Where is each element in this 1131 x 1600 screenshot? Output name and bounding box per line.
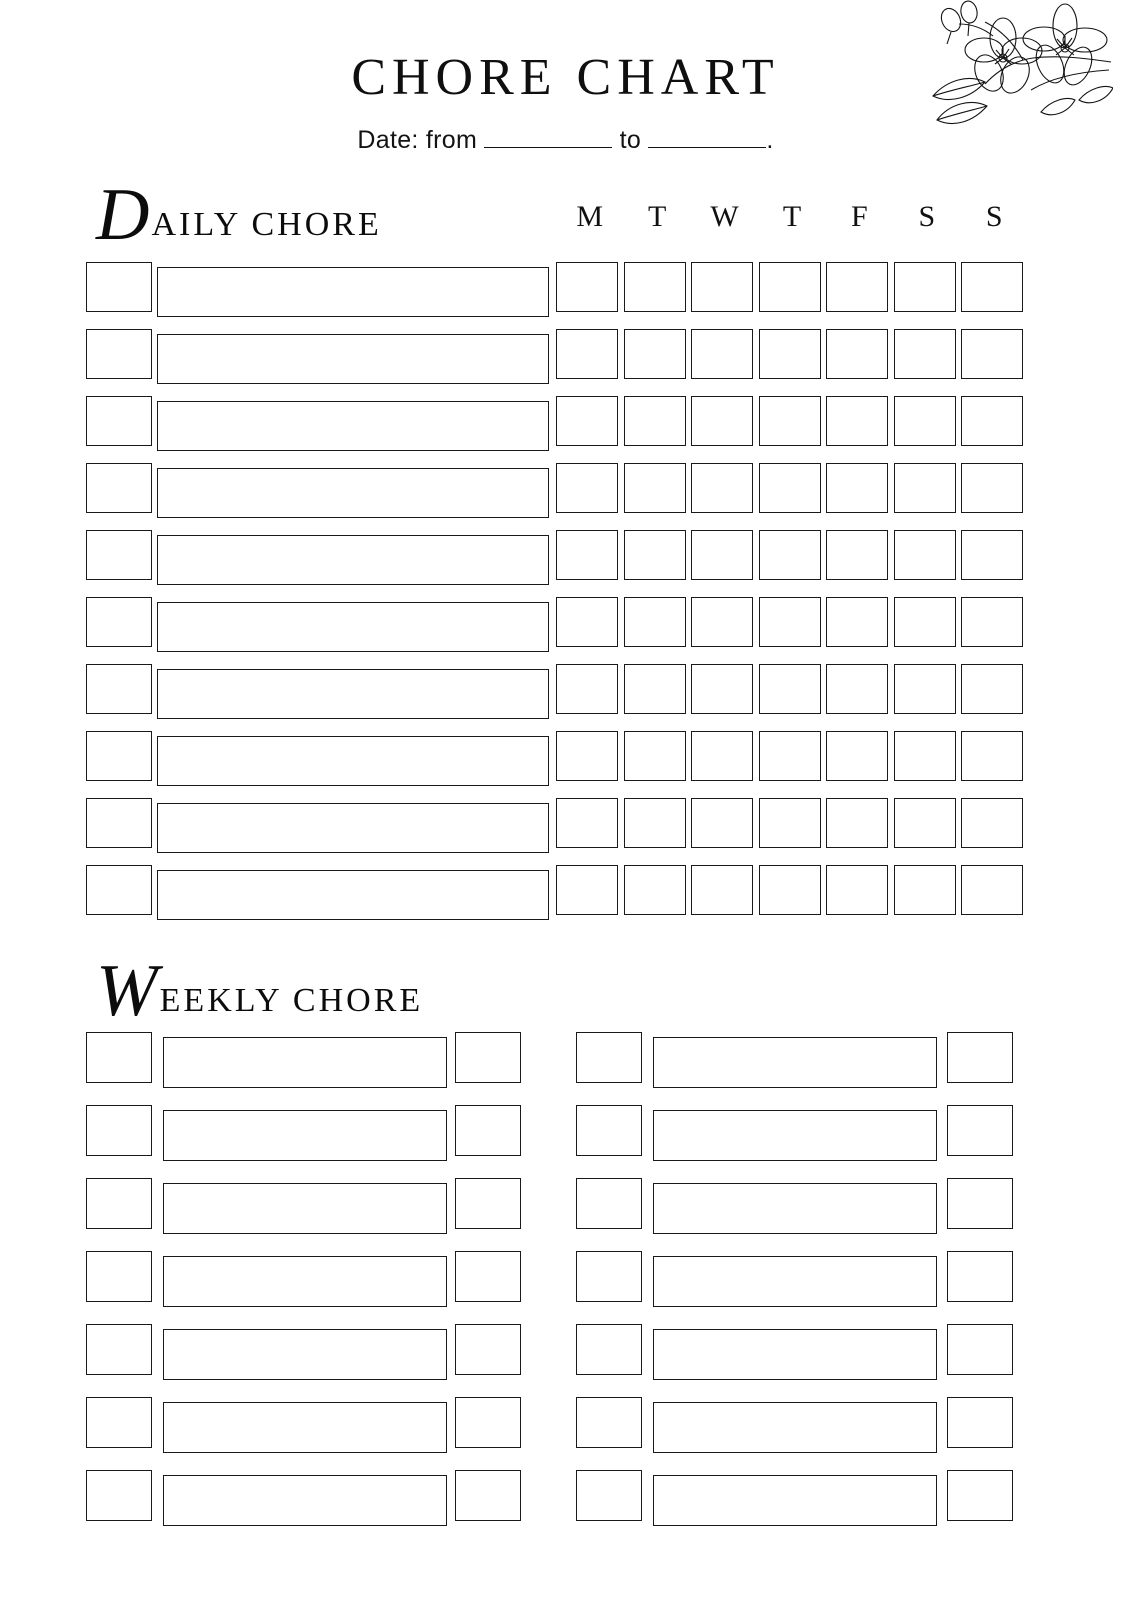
weekly-status-cell[interactable] [947, 1251, 1013, 1302]
date-period: . [766, 126, 774, 154]
daily-day-cell[interactable] [961, 597, 1023, 647]
daily-day-cell[interactable] [624, 597, 686, 647]
daily-day-cell[interactable] [961, 530, 1023, 580]
daily-day-cell[interactable] [826, 731, 888, 781]
daily-day-cell[interactable] [894, 396, 956, 446]
daily-task-field[interactable] [157, 468, 549, 518]
daily-task-field[interactable] [157, 535, 549, 585]
page-title: CHORE CHART [351, 49, 780, 106]
daily-day-cell[interactable] [961, 798, 1023, 848]
daily-day-cell[interactable] [759, 463, 821, 513]
daily-day-cell[interactable] [894, 530, 956, 580]
weekly-heading-text: EEKLY CHORE [159, 982, 424, 1019]
daily-day-cell[interactable] [556, 530, 618, 580]
weekly-checkbox-cell[interactable] [576, 1324, 642, 1375]
weekly-status-cell[interactable] [947, 1324, 1013, 1375]
daily-chore-row [0, 664, 1131, 730]
daily-chore-row [0, 329, 1131, 395]
daily-task-field[interactable] [157, 736, 549, 786]
daily-chore-row [0, 731, 1131, 797]
daily-checkbox-cell[interactable] [86, 396, 152, 446]
weekday-letter: T [647, 200, 667, 233]
daily-day-cell[interactable] [894, 262, 956, 312]
weekly-task-field[interactable] [653, 1402, 937, 1453]
daily-checkbox-cell[interactable] [86, 463, 152, 513]
daily-chore-row [0, 262, 1131, 328]
daily-day-cell[interactable] [624, 865, 686, 915]
weekly-checkbox-cell[interactable] [576, 1178, 642, 1229]
weekday-letter: W [710, 200, 739, 233]
daily-checkbox-cell[interactable] [86, 664, 152, 714]
daily-day-cell[interactable] [894, 731, 956, 781]
daily-day-cell[interactable] [691, 798, 753, 848]
daily-day-cell[interactable] [691, 597, 753, 647]
weekday-letter: M [576, 200, 604, 233]
weekly-status-cell[interactable] [947, 1470, 1013, 1521]
weekly-drop-cap: W [96, 950, 158, 1032]
daily-chore-row [0, 597, 1131, 663]
weekly-task-field[interactable] [653, 1183, 937, 1234]
daily-day-cell[interactable] [961, 664, 1023, 714]
weekly-task-field[interactable] [653, 1256, 937, 1307]
daily-chore-grid [0, 262, 1131, 932]
daily-day-cell[interactable] [759, 798, 821, 848]
daily-day-cell[interactable] [691, 865, 753, 915]
weekly-checkbox-cell[interactable] [576, 1251, 642, 1302]
date-from-input[interactable] [484, 147, 612, 148]
daily-day-cell[interactable] [759, 731, 821, 781]
date-to-input[interactable] [648, 147, 766, 148]
weekly-chore-grid [0, 1032, 1131, 1552]
daily-day-cell[interactable] [894, 329, 956, 379]
daily-checkbox-cell[interactable] [86, 262, 152, 312]
daily-day-cell[interactable] [624, 396, 686, 446]
daily-day-cell[interactable] [556, 329, 618, 379]
weekly-status-cell[interactable] [947, 1397, 1013, 1448]
daily-day-cell[interactable] [826, 463, 888, 513]
daily-day-cell[interactable] [894, 798, 956, 848]
daily-day-cell[interactable] [826, 865, 888, 915]
daily-day-cell[interactable] [894, 597, 956, 647]
daily-day-cell[interactable] [624, 262, 686, 312]
daily-day-cell[interactable] [961, 731, 1023, 781]
daily-day-cell[interactable] [826, 396, 888, 446]
daily-day-cell[interactable] [624, 329, 686, 379]
weekly-checkbox-cell[interactable] [576, 1032, 642, 1083]
daily-day-cell[interactable] [759, 597, 821, 647]
daily-heading-text: AILY CHORE [151, 206, 382, 243]
daily-day-cell[interactable] [826, 262, 888, 312]
daily-day-cell[interactable] [894, 664, 956, 714]
daily-checkbox-cell[interactable] [86, 865, 152, 915]
daily-day-cell[interactable] [556, 865, 618, 915]
daily-day-cell[interactable] [624, 463, 686, 513]
daily-day-cell[interactable] [894, 463, 956, 513]
weekday-header-row [556, 200, 1028, 234]
weekly-status-cell[interactable] [947, 1178, 1013, 1229]
daily-day-cell[interactable] [556, 396, 618, 446]
weekday-letter: F [851, 200, 868, 233]
daily-day-cell[interactable] [826, 798, 888, 848]
daily-task-field[interactable] [157, 267, 549, 317]
daily-day-cell[interactable] [759, 530, 821, 580]
daily-checkbox-cell[interactable] [86, 798, 152, 848]
daily-day-cell[interactable] [691, 530, 753, 580]
daily-day-cell[interactable] [759, 865, 821, 915]
weekly-chore-row [0, 1470, 1131, 1543]
daily-drop-cap: D [96, 174, 150, 256]
daily-day-cell[interactable] [556, 262, 618, 312]
daily-task-field[interactable] [157, 870, 549, 920]
daily-day-cell[interactable] [691, 664, 753, 714]
daily-day-cell[interactable] [691, 262, 753, 312]
weekly-checkbox-cell[interactable] [576, 1105, 642, 1156]
weekday-letter: S [985, 200, 1003, 233]
daily-day-cell[interactable] [624, 664, 686, 714]
weekly-chore-row [0, 1105, 1131, 1178]
weekday-letter: S [918, 200, 936, 233]
daily-day-cell[interactable] [961, 329, 1023, 379]
daily-day-cell[interactable] [759, 329, 821, 379]
daily-day-cell[interactable] [556, 597, 618, 647]
daily-chore-heading [96, 174, 382, 256]
weekly-chore-row [0, 1178, 1131, 1251]
daily-day-cell[interactable] [624, 530, 686, 580]
weekly-task-field[interactable] [653, 1110, 937, 1161]
daily-day-cell[interactable] [961, 262, 1023, 312]
daily-task-field[interactable] [157, 669, 549, 719]
weekly-task-field[interactable] [653, 1475, 937, 1526]
weekly-checkbox-cell[interactable] [576, 1470, 642, 1521]
daily-day-cell[interactable] [691, 731, 753, 781]
daily-day-cell[interactable] [759, 262, 821, 312]
date-range-line [0, 126, 1131, 155]
weekly-chore-row [0, 1397, 1131, 1470]
daily-checkbox-cell[interactable] [86, 530, 152, 580]
daily-day-cell[interactable] [961, 463, 1023, 513]
weekly-chore-row [0, 1032, 1131, 1105]
daily-chore-row [0, 530, 1131, 596]
weekly-task-field[interactable] [653, 1037, 937, 1088]
daily-day-cell[interactable] [556, 731, 618, 781]
daily-day-cell[interactable] [894, 865, 956, 915]
daily-day-cell[interactable] [624, 731, 686, 781]
daily-day-cell[interactable] [556, 664, 618, 714]
date-to-label: to [619, 126, 642, 154]
daily-task-field[interactable] [157, 401, 549, 451]
daily-task-field[interactable] [157, 334, 549, 384]
weekly-chore-heading [96, 950, 424, 1032]
weekly-status-cell[interactable] [947, 1032, 1013, 1083]
daily-chore-row [0, 865, 1131, 931]
daily-day-cell[interactable] [556, 463, 618, 513]
date-from-label: Date: from [357, 126, 478, 154]
daily-day-cell[interactable] [624, 798, 686, 848]
weekly-checkbox-cell[interactable] [576, 1397, 642, 1448]
daily-day-cell[interactable] [826, 530, 888, 580]
daily-day-cell[interactable] [826, 597, 888, 647]
daily-chore-row [0, 798, 1131, 864]
daily-day-cell[interactable] [826, 664, 888, 714]
weekly-chore-row [0, 1324, 1131, 1397]
daily-day-cell[interactable] [961, 865, 1023, 915]
daily-chore-row [0, 396, 1131, 462]
daily-day-cell[interactable] [691, 463, 753, 513]
daily-day-cell[interactable] [691, 396, 753, 446]
daily-task-field[interactable] [157, 803, 549, 853]
daily-day-cell[interactable] [826, 329, 888, 379]
daily-day-cell[interactable] [961, 396, 1023, 446]
weekly-chore-row [0, 1251, 1131, 1324]
daily-day-cell[interactable] [759, 396, 821, 446]
daily-checkbox-cell[interactable] [86, 731, 152, 781]
weekly-task-field[interactable] [653, 1329, 937, 1380]
daily-checkbox-cell[interactable] [86, 329, 152, 379]
daily-day-cell[interactable] [691, 329, 753, 379]
daily-checkbox-cell[interactable] [86, 597, 152, 647]
weekday-letter: T [782, 200, 802, 233]
daily-task-field[interactable] [157, 602, 549, 652]
weekly-status-cell[interactable] [947, 1105, 1013, 1156]
daily-chore-row [0, 463, 1131, 529]
daily-day-cell[interactable] [759, 664, 821, 714]
daily-day-cell[interactable] [556, 798, 618, 848]
